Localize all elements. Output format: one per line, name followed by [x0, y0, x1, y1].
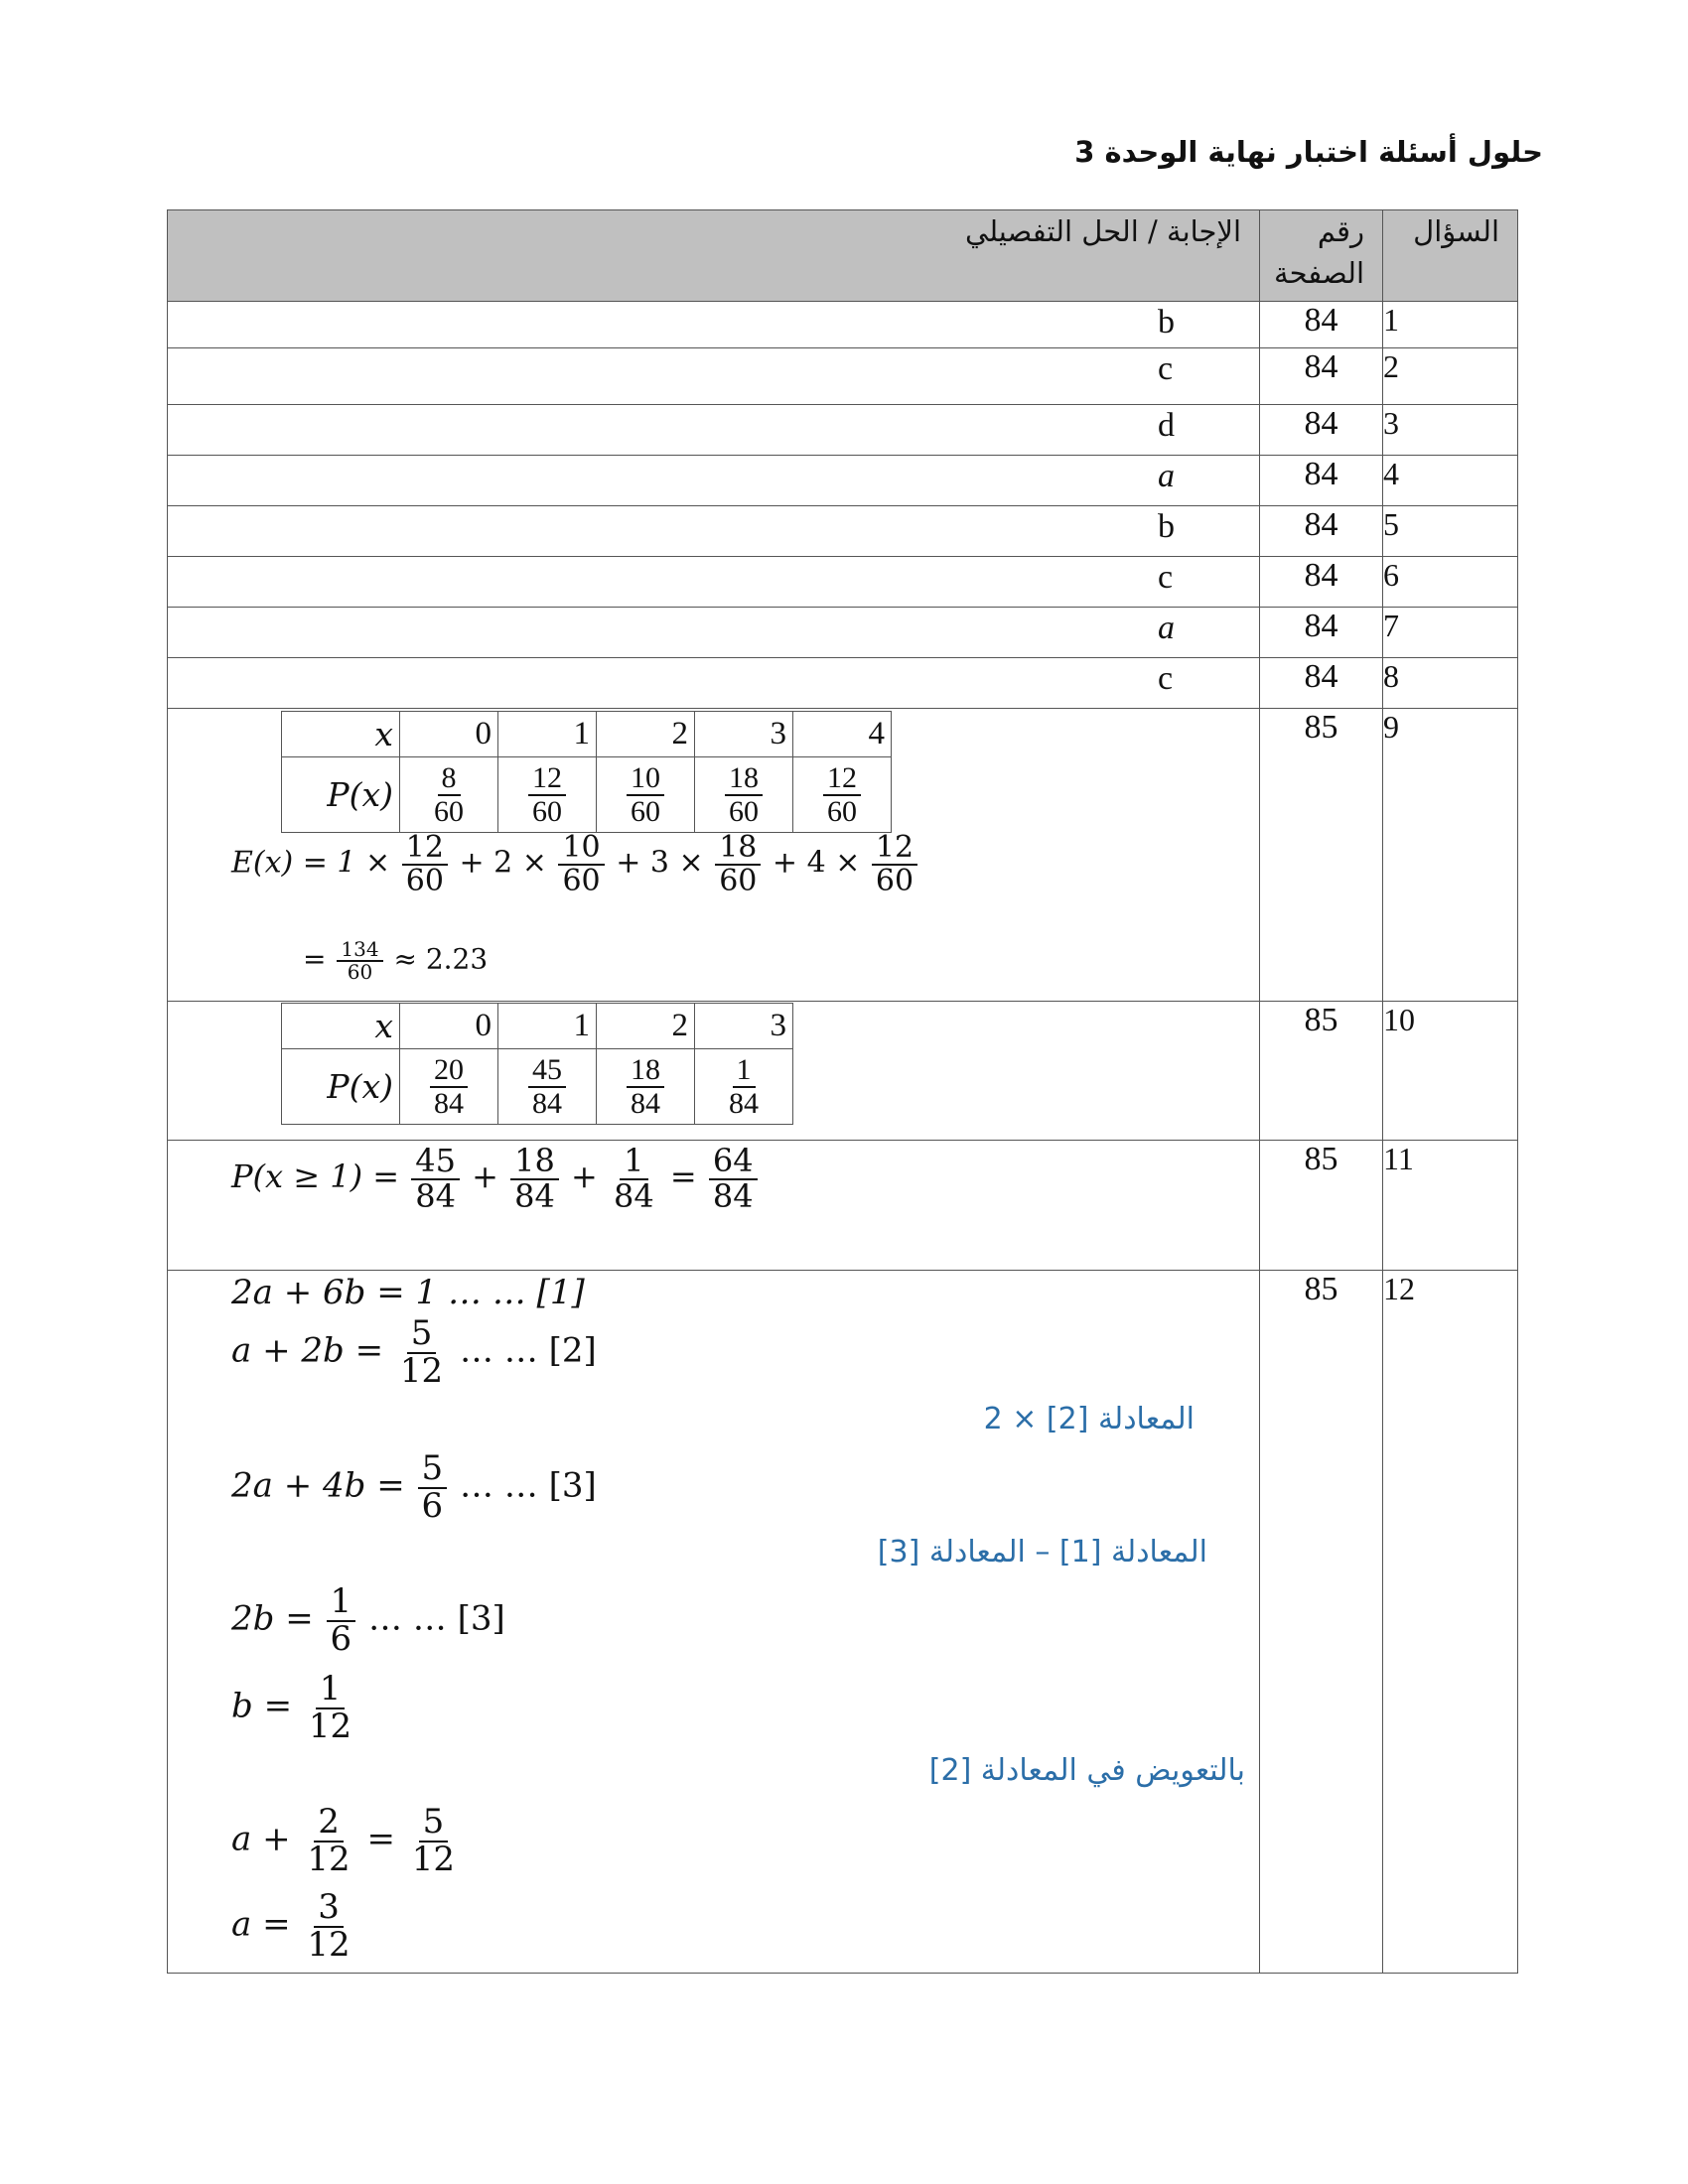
- page-number: 85: [1260, 1002, 1383, 1141]
- table-row: [168, 506, 1518, 557]
- table-row: [168, 1002, 1518, 1141]
- table-row: [168, 608, 1518, 658]
- answer-cell: [168, 1002, 1260, 1141]
- answer-cell: [168, 557, 1260, 608]
- probability-fraction: $\frac{18}{60}$: [725, 762, 763, 827]
- step-note: المعادلة [1] – المعادلة [3]: [877, 1535, 1207, 1570]
- answer-cell: [168, 658, 1260, 709]
- x-value: 3: [695, 1004, 793, 1049]
- page-number: 84: [1260, 608, 1383, 658]
- answer-cell: [168, 608, 1260, 658]
- question-number: 4: [1383, 456, 1518, 506]
- answer-letter: a: [1158, 458, 1175, 494]
- table-header-row: [168, 210, 1518, 302]
- question-number: 10: [1383, 1002, 1518, 1141]
- table-row: [168, 709, 1518, 1002]
- answer-letter: d: [1158, 407, 1175, 444]
- answer-cell: [168, 1271, 1260, 1974]
- probability-equation: P(x ≥ 1) = $\frac{45}{84}$ + $\frac{18}{84}$ + $\frac{1}{84}$ = $\frac{64}{84}$: [231, 1145, 760, 1213]
- question-number: 12: [1383, 1271, 1518, 1974]
- header-page: رقم الصفحة: [1260, 210, 1383, 302]
- expected-value-result: = $\frac{134}{60}$ ≈ 2.23: [303, 937, 489, 984]
- answer-cell: [168, 302, 1260, 348]
- answer-cell: [168, 456, 1260, 506]
- answer-cell: [168, 405, 1260, 456]
- answer-cell: [168, 348, 1260, 405]
- page-number: 85: [1260, 709, 1383, 1002]
- table-row: [168, 405, 1518, 456]
- x-value: 3: [695, 712, 793, 757]
- page-number: 84: [1260, 302, 1383, 348]
- page-number: 84: [1260, 348, 1383, 405]
- question-number: 2: [1383, 348, 1518, 405]
- page-number: 85: [1260, 1141, 1383, 1271]
- probability-fraction: $\frac{10}{60}$: [627, 762, 664, 827]
- question-number: 7: [1383, 608, 1518, 658]
- probability-fraction: $\frac{12}{60}$: [528, 762, 566, 827]
- equation-4: 2b = $\frac{1}{6}$ … … [3]: [231, 1581, 505, 1659]
- table-row: [168, 1141, 1518, 1271]
- answer-letter: c: [1158, 660, 1174, 697]
- x-label: x: [282, 1004, 400, 1049]
- answer-letter: c: [1158, 559, 1174, 596]
- equation-3: 2a + 4b = $\frac{5}{6}$ … … [3]: [231, 1448, 597, 1526]
- equation-2: a + 2b = $\frac{5}{12}$ … … [2]: [231, 1313, 597, 1391]
- equation-7: a = $\frac{3}{12}$: [231, 1887, 351, 1965]
- probability-fraction: $\frac{8}{60}$: [434, 761, 464, 828]
- page-title: حلول أسئلة اختبار نهاية الوحدة 3: [1074, 135, 1543, 169]
- px-label: P(x): [282, 757, 400, 833]
- page-number: 85: [1260, 1271, 1383, 1974]
- page-number: 84: [1260, 456, 1383, 506]
- answer-letter: b: [1158, 508, 1175, 545]
- page-number: 84: [1260, 658, 1383, 709]
- probability-fraction: $\frac{18}{84}$: [627, 1054, 664, 1119]
- answer-cell: [168, 709, 1260, 1002]
- question-number: 3: [1383, 405, 1518, 456]
- probability-fraction: $\frac{12}{60}$: [823, 762, 861, 827]
- equation-5: b = $\frac{1}{12}$: [231, 1669, 352, 1746]
- question-number: 9: [1383, 709, 1518, 1002]
- question-number: 6: [1383, 557, 1518, 608]
- px-label: P(x): [282, 1049, 400, 1125]
- answer-cell: [168, 506, 1260, 557]
- distribution-table: [281, 1003, 793, 1125]
- equation-6: a + $\frac{2}{12}$ = $\frac{5}{12}$: [231, 1802, 456, 1879]
- solutions-table: [167, 209, 1518, 1974]
- step-note: المعادلة [2] × 2: [983, 1402, 1195, 1436]
- x-value: 2: [597, 712, 695, 757]
- distribution-table: [281, 711, 892, 833]
- table-row: [168, 456, 1518, 506]
- x-value: 0: [400, 1004, 498, 1049]
- page-number: 84: [1260, 506, 1383, 557]
- answer-letter: a: [1158, 610, 1175, 646]
- question-number: 11: [1383, 1141, 1518, 1271]
- question-number: 5: [1383, 506, 1518, 557]
- x-value: 0: [400, 712, 498, 757]
- probability-fraction: $\frac{20}{84}$: [430, 1054, 468, 1119]
- expected-value-equation: E(x) = 1 × $\frac{12}{60}$ + 2 × $\frac{10}{60}$ + 3 × $\frac{18}{60}$ + 4 × $\frac{12}{60}$: [231, 832, 919, 896]
- step-note: بالتعويض في المعادلة [2]: [928, 1753, 1245, 1788]
- header-answer: الإجابة / الحل التفصيلي: [168, 210, 1260, 302]
- page-number: 84: [1260, 405, 1383, 456]
- answer-letter: b: [1158, 304, 1175, 341]
- probability-fraction: $\frac{45}{84}$: [528, 1054, 566, 1119]
- x-label: x: [282, 712, 400, 757]
- x-value: 2: [597, 1004, 695, 1049]
- table-row: [168, 658, 1518, 709]
- equation-1: 2a + 6b = 1 … … [1]: [231, 1273, 585, 1312]
- table-row: [168, 348, 1518, 405]
- answer-cell: [168, 1141, 1260, 1271]
- question-number: 8: [1383, 658, 1518, 709]
- probability-fraction: $\frac{1}{84}$: [729, 1053, 759, 1120]
- x-value: 4: [793, 712, 892, 757]
- table-row: [168, 1271, 1518, 1974]
- x-value: 1: [498, 712, 597, 757]
- table-row: [168, 302, 1518, 348]
- question-number: 1: [1383, 302, 1518, 348]
- answer-letter: c: [1158, 350, 1174, 387]
- x-value: 1: [498, 1004, 597, 1049]
- table-row: [168, 557, 1518, 608]
- header-question: السؤال: [1383, 210, 1518, 302]
- page-number: 84: [1260, 557, 1383, 608]
